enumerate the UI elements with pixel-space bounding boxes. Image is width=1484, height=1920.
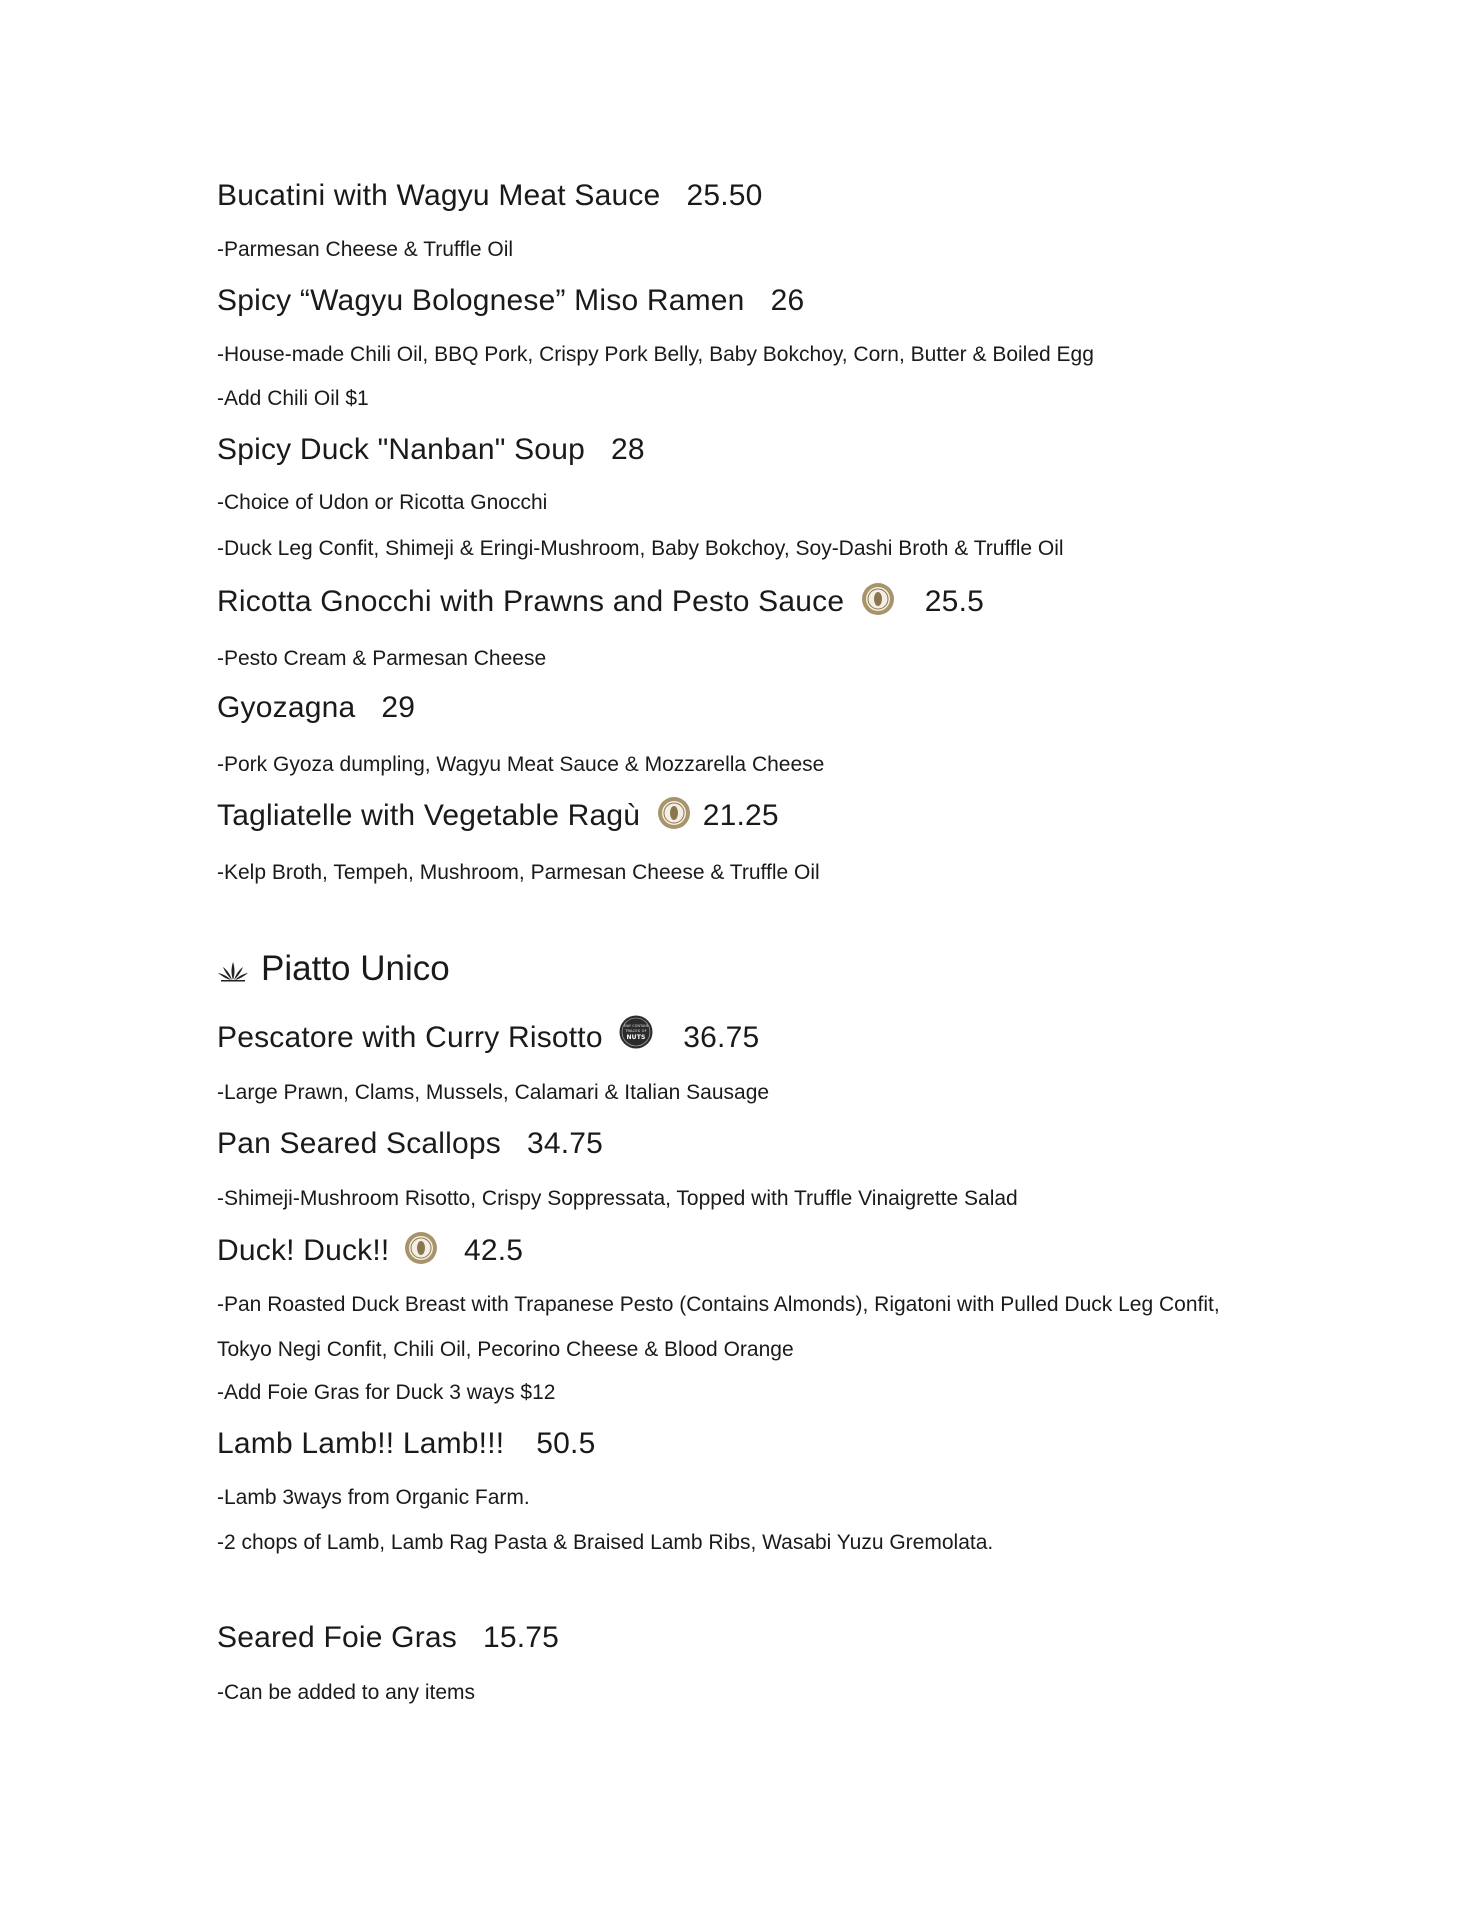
item-name: Seared Foie Gras <box>217 1621 457 1654</box>
item-price: 50.5 <box>536 1427 596 1460</box>
menu-item-title <box>217 690 415 726</box>
item-description: -Shimeji-Mushroom Risotto, Crispy Soppressata, Topped with Truffle Vinaigrette Salad <box>217 1187 1018 1210</box>
item-description: -Add Foie Gras for Duck 3 ways $12 <box>217 1381 556 1404</box>
item-description: -2 chops of Lamb, Lamb Rag Pasta & Braised Lamb Ribs, Wasabi Yuzu Gremolata. <box>217 1531 994 1554</box>
item-price: 21.25 <box>702 799 779 832</box>
menu-item-title <box>217 178 763 214</box>
contains-nuts-badge-icon <box>619 1015 653 1049</box>
menu-item-title <box>217 1233 523 1269</box>
svg-text:NUTS: NUTS <box>626 1034 646 1042</box>
item-description: -Pork Gyoza dumpling, Wagyu Meat Sauce & Mozzarella Cheese <box>217 753 825 776</box>
item-price: 26 <box>770 284 805 317</box>
menu-item-title <box>217 1126 603 1162</box>
menu-item-title <box>217 283 804 319</box>
item-price: 42.5 <box>464 1234 524 1267</box>
vegetarian-badge-icon <box>861 582 895 616</box>
item-price: 15.75 <box>482 1621 560 1654</box>
section-header <box>217 949 450 989</box>
item-price: 36.75 <box>683 1021 760 1054</box>
item-name: Bucatini with Wagyu Meat Sauce <box>217 179 661 212</box>
item-price: 34.75 <box>526 1127 604 1160</box>
item-description: -Can be added to any items <box>217 1681 475 1704</box>
item-price: 25.5 <box>924 585 984 618</box>
item-description: -Parmesan Cheese & Truffle Oil <box>217 238 514 261</box>
item-name: Duck! Duck!! <box>217 1234 390 1267</box>
item-description: -Pesto Cream & Parmesan Cheese <box>217 647 547 670</box>
item-description: -Pan Roasted Duck Breast with Trapanese Pesto (Contains Almonds), Rigatoni with Pulled Duck Leg Confit, <box>217 1293 1220 1316</box>
section-title: Piatto Unico <box>261 949 450 988</box>
item-description: -House-made Chili Oil, BBQ Pork, Crispy Pork Belly, Baby Bokchoy, Corn, Butter & Boiled Egg <box>217 343 1094 366</box>
item-name: Gyozagna <box>217 691 356 724</box>
item-name: Tagliatelle with Vegetable Ragù <box>217 799 641 832</box>
item-description: -Large Prawn, Clams, Mussels, Calamari & Italian Sausage <box>217 1081 770 1104</box>
item-description: Tokyo Negi Confit, Chili Oil, Pecorino Cheese & Blood Orange <box>217 1338 794 1361</box>
item-name: Spicy Duck "Nanban" Soup <box>217 433 585 466</box>
vegetarian-badge-icon <box>404 1231 438 1265</box>
item-name: Pan Seared Scallops <box>217 1127 501 1160</box>
svg-text:MAY CONTAIN: MAY CONTAIN <box>624 1024 649 1029</box>
menu-item-title <box>217 798 779 834</box>
item-price: 25.50 <box>686 179 763 212</box>
item-description: -Choice of Udon or Ricotta Gnocchi <box>217 491 548 514</box>
lotus-icon <box>217 960 249 982</box>
item-name: Lamb Lamb!! Lamb!!! <box>217 1427 505 1460</box>
menu-item-title <box>217 1020 759 1056</box>
svg-text:TRACES OF: TRACES OF <box>625 1029 648 1034</box>
menu-item-title <box>217 584 984 620</box>
item-name: Pescatore with Curry Risotto <box>217 1021 603 1054</box>
item-description: -Duck Leg Confit, Shimeji & Eringi-Mushroom, Baby Bokchoy, Soy-Dashi Broth & Truffle Oil <box>217 537 1064 560</box>
menu-item-title <box>217 1426 595 1462</box>
item-price: 29 <box>381 691 416 724</box>
item-description: -Lamb 3ways from Organic Farm. <box>217 1486 530 1509</box>
item-price: 28 <box>610 433 645 466</box>
item-description: -Add Chili Oil $1 <box>217 387 369 410</box>
item-name: Ricotta Gnocchi with Prawns and Pesto Sauce <box>217 585 845 618</box>
item-description: -Kelp Broth, Tempeh, Mushroom, Parmesan Cheese & Truffle Oil <box>217 861 820 884</box>
vegetarian-badge-icon <box>657 796 691 830</box>
item-name: Spicy “Wagyu Bolognese” Miso Ramen <box>217 284 745 317</box>
menu-item-title <box>217 432 645 468</box>
menu-item-title <box>217 1620 559 1656</box>
